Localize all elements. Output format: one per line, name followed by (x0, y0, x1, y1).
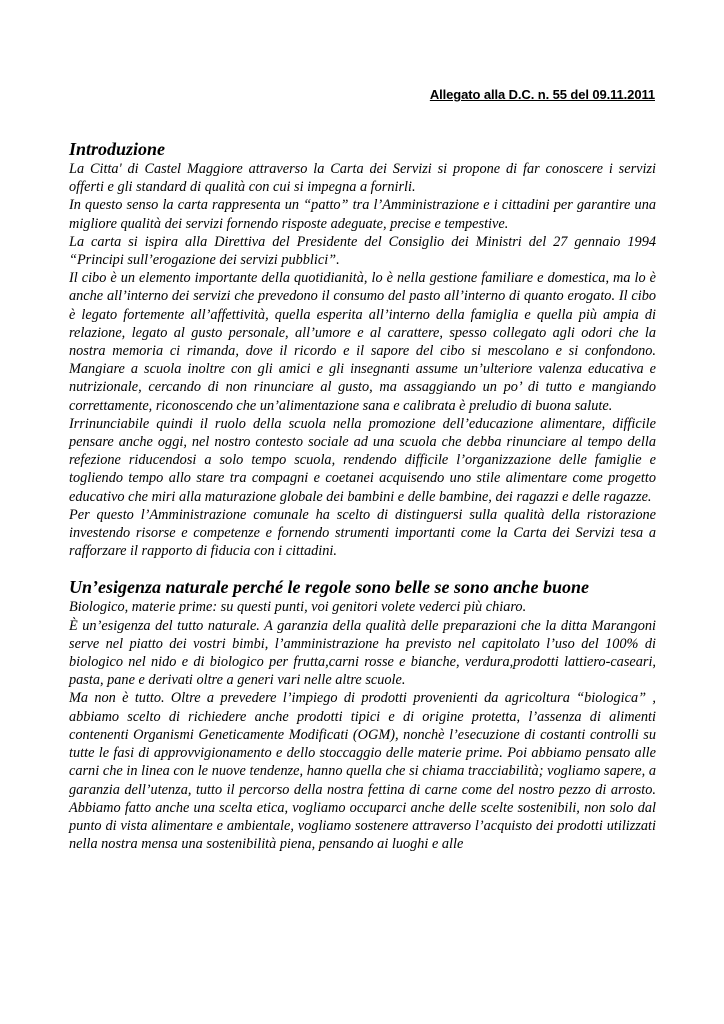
paragraph: Ma non è tutto. Oltre a prevedere l’impiego di prodotti provenienti da agricoltura “biologica” , abbiamo scelto di richiedere anche prodotti tipici e di origine protetta, l’assenza di alimenti contenenti Organismi Geneticamente Modificati (OGM), nonchè l’esecuzione di costanti controlli su tutte le fasi di approvvigionamento e dello stoccaggio delle materie prime. Poi abbiamo pensato alle carni che in linea con le nuove tendenze, hanno quella che si chiama tracciabilità; vogliamo sapere, a garanzia dell’utenza, tutto il percorso della nostra fettina di carne come del nostro pezzo di arrosto. Abbiamo fatto anche una scelta etica, vogliamo occuparci anche delle scelte sostenibili, non solo dal punto di vista alimentare e ambientale, vogliamo sostenere attraverso l’acquisto dei prodotti utilizzati nella nostra mensa una sostenibilità piena, pensando ai luoghi e alle (69, 690, 656, 853)
section-introduction (69, 138, 656, 560)
paragraph: La Citta' di Castel Maggiore attraverso la Carta dei Servizi si propone di far conoscere i servizi offerti e gli standard di qualità con cui si impegna a fornirli. (69, 161, 656, 196)
paragraph: In questo senso la carta rappresenta un “patto” tra l’Amministrazione e i cittadini per garantire una migliore qualità dei servizi fornendo risposte adeguate, precise e tempestive. (69, 197, 656, 232)
paragraph: Irrinunciabile quindi il ruolo della scuola nella promozione dell’educazione alimentare, difficile pensare anche oggi, nel nostro contesto sociale ad una scuola che debba rinunciare al tempo della refezione riducendosi a solo tempo scuola, rendendo difficile l’organizzazione delle famiglie e togliendo tempo allo stare tra compagni e coetanei acquisendo uno stile alimentare come progetto educativo che miri alla maturazione globale dei bambini e delle bambine, dei ragazzi e delle ragazze. (69, 415, 656, 505)
paragraph: Per questo l’Amministrazione comunale ha scelto di distinguersi sulla qualità della ristorazione investendo risorse e competenze e fornendo strumenti importanti come la Carta dei Servizi tesa a rafforzare il rapporto di fiducia con i cittadini. (69, 506, 656, 560)
section-title: Introduzione (69, 139, 166, 159)
section-title: Un’esigenza naturale perché le regole sono belle se sono anche buone (69, 577, 589, 598)
document-body (69, 138, 656, 853)
paragraph: È un’esigenza del tutto naturale. A garanzia della qualità delle preparazioni che la ditta Marangoni serve nel piatto dei vostri bimbi, l’amministrazione ha previsto nel capitolato l’uso del 100% di biologico nel nido e di biologico per frutta,carni rosse e bianche, verdura,prodotti lattiero-caseari, pasta, pane e derivati oltre a generi vari nelle altre scuole. (69, 617, 656, 689)
paragraph: Il cibo è un elemento importante della quotidianità, lo è nella gestione familiare e domestica, ma lo è anche all’interno dei servizi che prevedono il consumo del pasto all’interno di quanto erogato. Il cibo è legato fortemente all’affettività, quella esperita all’interno della famiglia e quella più ampia di relazione, legato al gusto personale, all’umore e al carattere, spesso collegato agli odori che la nostra memoria ci rimanda, dove il ricordo e il sapore del cibo si mescolano e si confondono. Mangiare a scuola inoltre con gli amici e gli insegnanti assume un’ulteriore valenza educativa e nutrizionale, cercando di non rinunciare al gusto, ma assaggiando un po’ di tutto e mangiando correttamente, riconoscendo che un’alimentazione sana e calibrata è preludio di buona salute. (69, 270, 656, 414)
section-natural-need (69, 576, 656, 853)
paragraph: La carta si ispira alla Direttiva del Presidente del Consiglio dei Ministri del 27 gennaio 1994 “Principi sull’erogazione dei servizi pubblici”. (69, 233, 656, 269)
paragraph: Biologico, materie prime: su questi punti, voi genitori volete vederci più chiaro. (69, 599, 527, 616)
annex-reference: Allegato alla D.C. n. 55 del 09.11.2011 (429, 87, 655, 102)
